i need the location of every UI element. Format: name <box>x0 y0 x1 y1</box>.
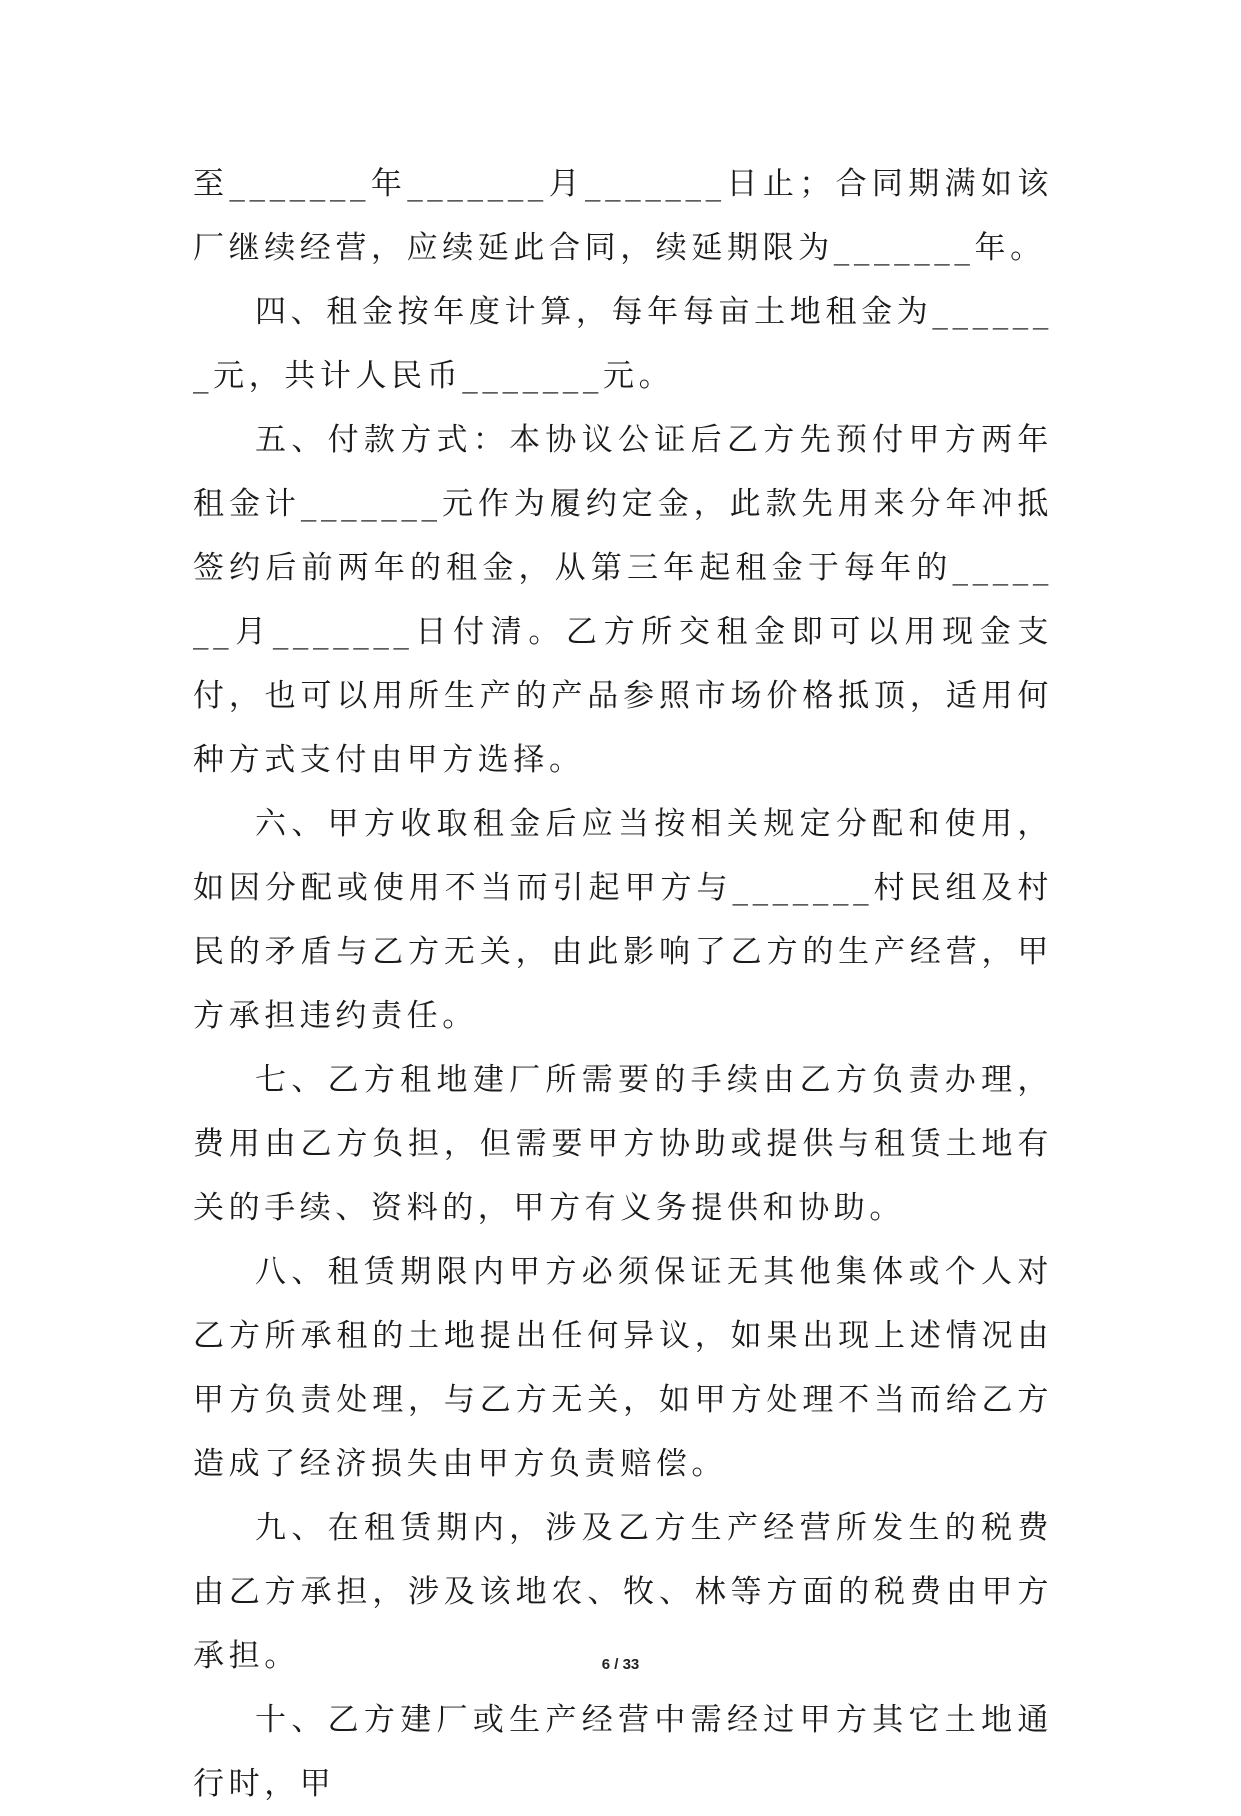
paragraph-clause-6: 六、甲方收取租金后应当按相关规定分配和使用，如因分配或使用不当而引起甲方与_______村民组及村民的矛盾与乙方无关，由此影响了乙方的生产经营，甲方承担违约责任。 <box>193 806 1053 1034</box>
page-number: 6 / 33 <box>601 1656 640 1673</box>
paragraph-clause-7: 七、乙方租地建厂所需要的手续由乙方负责办理，费用由乙方负担，但需要甲方协助或提供与租赁土地有关的手续、资料的，甲方有义务提供和协助。 <box>193 1062 1053 1226</box>
paragraph-clause-5: 五、付款方式：本协议公证后乙方先预付甲方两年租金计_______元作为履约定金，此款先用来分年冲抵签约后前两年的租金，从第三年起租金于每年的_______月_______日付清。乙方所交租金即可以用现金支付，也可以用所生产的产品参照市场价格抵顶，适用何种方式支付由甲方选择。 <box>193 422 1053 778</box>
paragraph-clause-10: 十、乙方建厂或生产经营中需经过甲方其它土地通行时，甲 <box>193 1702 1053 1802</box>
paragraph-clause-4: 四、租金按年度计算，每年每亩土地租金为_______元，共计人民币_______元。 <box>193 294 1053 394</box>
paragraph-continuation: 至_______年_______月_______日止；合同期满如该厂继续经营，应续延此合同，续延期限为_______年。 <box>193 166 1053 266</box>
document-body <box>193 152 1053 1816</box>
paragraph-clause-9: 九、在租赁期内，涉及乙方生产经营所发生的税费由乙方承担，涉及该地农、牧、林等方面的税费由甲方承担。 <box>193 1510 1053 1674</box>
paragraph-clause-8: 八、租赁期限内甲方必须保证无其他集体或个人对乙方所承租的土地提出任何异议，如果出现上述情况由甲方负责处理，与乙方无关，如甲方处理不当而给乙方造成了经济损失由甲方负责赔偿。 <box>193 1254 1053 1482</box>
